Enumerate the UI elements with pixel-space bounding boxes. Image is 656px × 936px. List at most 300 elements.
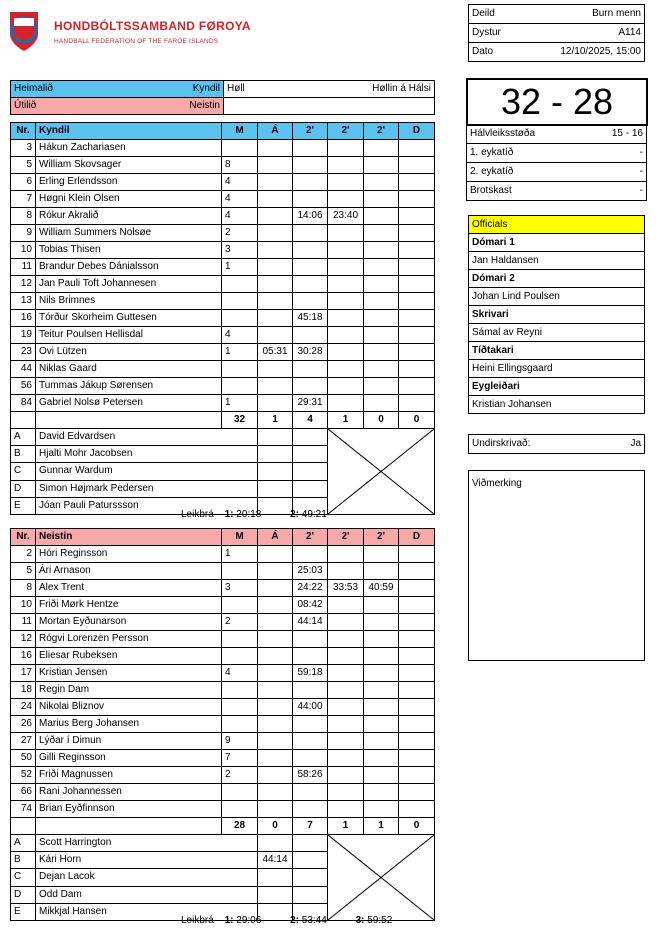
player-nr: 17 <box>11 665 36 682</box>
player-t3 <box>364 784 399 801</box>
player-t3 <box>364 767 399 784</box>
player-nr: 26 <box>11 716 36 733</box>
player-m <box>222 716 258 733</box>
player-name: Regin Dam <box>36 682 222 699</box>
player-row <box>11 191 435 208</box>
player-a <box>258 276 293 293</box>
player-a <box>258 546 293 563</box>
home-timeout-2-time: 49:21 <box>301 509 327 520</box>
player-row <box>11 784 435 801</box>
player-t3 <box>364 563 399 580</box>
player-d <box>399 784 435 801</box>
player-t2 <box>328 563 364 580</box>
player-t2 <box>328 648 364 665</box>
player-t2 <box>328 293 364 310</box>
staff-name: Mikkjal Hansen <box>36 903 258 920</box>
player-t1 <box>293 733 328 750</box>
player-t3 <box>364 225 399 242</box>
player-t3 <box>364 208 399 225</box>
away-timeout-3-time: 59:52 <box>367 915 393 926</box>
teams-table <box>10 80 435 115</box>
hsf-logo-icon <box>6 8 42 54</box>
player-d <box>399 395 435 412</box>
player-t1 <box>293 546 328 563</box>
official-name: Johan Lind Poulsen <box>469 288 645 306</box>
player-d <box>399 174 435 191</box>
player-row <box>11 242 435 259</box>
player-t1 <box>293 174 328 191</box>
player-d <box>399 648 435 665</box>
player-a <box>258 191 293 208</box>
player-nr: 10 <box>11 597 36 614</box>
total-d: 0 <box>399 412 435 429</box>
player-m: 1 <box>222 395 258 412</box>
dato-value: 12/10/2025, 15:00 <box>529 43 645 62</box>
player-t2 <box>328 259 364 276</box>
player-t2 <box>328 242 364 259</box>
player-nr: 19 <box>11 327 36 344</box>
org-name: HONDBÓLTSSAMBAND FØROYA <box>54 19 251 33</box>
player-name: Hóri Reginsson <box>36 546 222 563</box>
player-t3 <box>364 191 399 208</box>
player-nr: 18 <box>11 682 36 699</box>
player-name: William Skovsager <box>36 157 222 174</box>
player-row <box>11 157 435 174</box>
staff-cell <box>293 480 328 497</box>
staff-a <box>258 429 293 446</box>
player-m: 4 <box>222 665 258 682</box>
player-name: Ári Arnason <box>36 563 222 580</box>
player-d <box>399 597 435 614</box>
player-t1 <box>293 648 328 665</box>
player-d <box>399 631 435 648</box>
away-timeout-2-time: 53:44 <box>301 915 327 926</box>
player-d <box>399 140 435 157</box>
staff-name: Scott Harrington <box>36 835 258 852</box>
player-d <box>399 750 435 767</box>
player-a <box>258 767 293 784</box>
player-a <box>258 157 293 174</box>
player-name: Gilli Reginsson <box>36 750 222 767</box>
player-row <box>11 378 435 395</box>
player-nr: 16 <box>11 310 36 327</box>
staff-letter: D <box>11 480 36 497</box>
player-nr: 5 <box>11 563 36 580</box>
staff-name: Jóan Pauli Paturssson <box>36 497 258 514</box>
home-timeout-1-time: 20:18 <box>236 509 262 520</box>
player-d <box>399 310 435 327</box>
player-d <box>399 546 435 563</box>
player-a <box>258 631 293 648</box>
player-row <box>11 614 435 631</box>
staff-name: Gunnar Wardum <box>36 463 258 480</box>
player-nr: 10 <box>11 242 36 259</box>
player-t1: 59:18 <box>293 665 328 682</box>
player-nr: 8 <box>11 580 36 597</box>
player-row <box>11 344 435 361</box>
officials-title: Officials <box>469 216 645 234</box>
cross-icon <box>328 835 434 920</box>
staff-name: Odd Dam <box>36 886 258 903</box>
player-m <box>222 361 258 378</box>
player-m: 1 <box>222 546 258 563</box>
official-role: Eygleiðari <box>469 378 645 396</box>
home-team-cell <box>11 81 224 98</box>
player-name: Tobias Thisen <box>36 242 222 259</box>
pen-label: Brotskast <box>467 182 587 201</box>
player-nr: 24 <box>11 699 36 716</box>
col-a: Á <box>258 529 293 546</box>
player-t1 <box>293 716 328 733</box>
player-name: Rógvi Lorenzen Persson <box>36 631 222 648</box>
player-t3 <box>364 395 399 412</box>
player-name: Tórður Skorheim Guttesen <box>36 310 222 327</box>
official-name: Sámal av Reyni <box>469 324 645 342</box>
player-a: 05:31 <box>258 344 293 361</box>
player-nr: 56 <box>11 378 36 395</box>
player-name: Friði Magnussen <box>36 767 222 784</box>
player-row <box>11 546 435 563</box>
player-name: Rani Johannessen <box>36 784 222 801</box>
player-m <box>222 276 258 293</box>
player-a <box>258 378 293 395</box>
player-a <box>258 801 293 818</box>
player-t2 <box>328 767 364 784</box>
player-a <box>258 665 293 682</box>
away-timeout-1-num: 1: <box>224 915 234 926</box>
player-t1: 14:06 <box>293 208 328 225</box>
player-t3 <box>364 378 399 395</box>
col-t2: 2' <box>328 529 364 546</box>
player-m <box>222 293 258 310</box>
player-t1: 44:00 <box>293 699 328 716</box>
col-t1: 2' <box>293 529 328 546</box>
match-info-table <box>468 4 645 62</box>
staff-letter: A <box>11 429 36 446</box>
player-t3 <box>364 682 399 699</box>
player-nr: 13 <box>11 293 36 310</box>
player-row <box>11 259 435 276</box>
score-details-table <box>466 124 647 201</box>
player-m: 7 <box>222 750 258 767</box>
player-m <box>222 631 258 648</box>
player-row <box>11 597 435 614</box>
player-nr: 11 <box>11 259 36 276</box>
player-nr: 52 <box>11 767 36 784</box>
player-t2 <box>328 750 364 767</box>
total-t1: 7 <box>293 818 328 835</box>
player-nr: 12 <box>11 631 36 648</box>
player-t1: 45:18 <box>293 310 328 327</box>
col-t1: 2' <box>293 123 328 140</box>
player-d <box>399 767 435 784</box>
player-t2 <box>328 699 364 716</box>
col-t2: 2' <box>328 123 364 140</box>
player-t3 <box>364 310 399 327</box>
player-row <box>11 140 435 157</box>
player-name: William Summers Nolsøe <box>36 225 222 242</box>
player-d <box>399 293 435 310</box>
totals-row <box>11 412 435 429</box>
total-m: 32 <box>222 412 258 429</box>
player-m <box>222 648 258 665</box>
staff-cell <box>293 886 328 903</box>
official-role: Dómari 2 <box>469 270 645 288</box>
player-row <box>11 174 435 191</box>
player-t3 <box>364 157 399 174</box>
half-label: Hálvleiksstøða <box>467 125 587 144</box>
player-name: Lýðar í Dimun <box>36 733 222 750</box>
player-name: Brandur Debes Dánialsson <box>36 259 222 276</box>
pen-value: - <box>587 182 647 201</box>
player-m: 4 <box>222 208 258 225</box>
player-row <box>11 648 435 665</box>
player-t1 <box>293 140 328 157</box>
staff-row <box>11 835 435 852</box>
player-t2 <box>328 344 364 361</box>
ot2-value: - <box>587 163 647 182</box>
player-t3 <box>364 614 399 631</box>
player-d <box>399 276 435 293</box>
player-m: 9 <box>222 733 258 750</box>
signed-label: Undirskrivað: <box>469 435 589 454</box>
player-t1 <box>293 378 328 395</box>
player-m <box>222 801 258 818</box>
dato-label: Dato <box>469 43 529 62</box>
staff-letter: B <box>11 446 36 463</box>
staff-cell <box>293 835 328 852</box>
player-t1: 08:42 <box>293 597 328 614</box>
player-name: Gabriel Nolsø Petersen <box>36 395 222 412</box>
player-m: 4 <box>222 327 258 344</box>
away-timeout-2-num: 2: <box>290 915 299 926</box>
col-team-name: Neistin <box>36 529 222 546</box>
player-t1: 25:03 <box>293 563 328 580</box>
player-row <box>11 767 435 784</box>
player-nr: 5 <box>11 157 36 174</box>
col-nr: Nr. <box>11 123 36 140</box>
player-t1 <box>293 242 328 259</box>
player-t3 <box>364 344 399 361</box>
player-m <box>222 699 258 716</box>
player-t3 <box>364 733 399 750</box>
staff-a <box>258 463 293 480</box>
player-t2 <box>328 310 364 327</box>
heimalid-value: Kyndil <box>192 83 220 94</box>
official-role: Skrivari <box>469 306 645 324</box>
player-t3 <box>364 750 399 767</box>
player-t3 <box>364 276 399 293</box>
player-t3 <box>364 327 399 344</box>
player-row <box>11 361 435 378</box>
player-t2 <box>328 546 364 563</box>
staff-a <box>258 886 293 903</box>
staff-a <box>258 446 293 463</box>
player-nr: 12 <box>11 276 36 293</box>
col-d: D <box>399 123 435 140</box>
player-d <box>399 361 435 378</box>
player-name: Eliesar Rubeksen <box>36 648 222 665</box>
player-a <box>258 580 293 597</box>
officials-table <box>468 215 645 414</box>
col-a: Á <box>258 123 293 140</box>
home-timeouts <box>181 509 327 520</box>
player-t1 <box>293 361 328 378</box>
player-d <box>399 614 435 631</box>
player-m <box>222 378 258 395</box>
home-timeouts-label: Leikbrá <box>181 509 214 520</box>
player-t1 <box>293 750 328 767</box>
player-m: 3 <box>222 580 258 597</box>
staff-name: Simon Højmark Pedersen <box>36 480 258 497</box>
col-nr: Nr. <box>11 529 36 546</box>
player-t1 <box>293 784 328 801</box>
player-t3 <box>364 174 399 191</box>
player-row <box>11 208 435 225</box>
col-t3: 2' <box>364 529 399 546</box>
player-a <box>258 361 293 378</box>
staff-name: Hjalti Mohr Jacobsen <box>36 446 258 463</box>
player-d <box>399 242 435 259</box>
staff-name: David Edvardsen <box>36 429 258 446</box>
heimalid-label: Heimalið <box>14 83 53 94</box>
totals-row <box>11 818 435 835</box>
official-name: Kristian Johansen <box>469 396 645 414</box>
player-t3 <box>364 259 399 276</box>
player-t1: 44:14 <box>293 614 328 631</box>
player-t2 <box>328 327 364 344</box>
player-row <box>11 682 435 699</box>
official-role: Dómari 1 <box>469 234 645 252</box>
away-team-cell <box>11 98 224 115</box>
deild-label: Deild <box>469 5 529 24</box>
crossed-out-cell <box>328 835 435 921</box>
cross-icon <box>328 429 434 514</box>
totals-blank <box>11 818 36 835</box>
total-d: 0 <box>399 818 435 835</box>
player-name: Jan Pauli Toft Johannesen <box>36 276 222 293</box>
staff-row <box>11 429 435 446</box>
player-t1 <box>293 157 328 174</box>
player-name: Teitur Poulsen Hellisdal <box>36 327 222 344</box>
deild-value: Burn menn <box>529 5 645 24</box>
player-name: Høgni Klein Olsen <box>36 191 222 208</box>
player-t2 <box>328 597 364 614</box>
player-t1: 58:26 <box>293 767 328 784</box>
player-d <box>399 157 435 174</box>
holl-value: Høllin á Hálsi <box>372 83 431 94</box>
ot1-label: 1. eykatíð <box>467 144 587 163</box>
player-row <box>11 327 435 344</box>
player-t2 <box>328 631 364 648</box>
player-d <box>399 208 435 225</box>
player-t3 <box>364 648 399 665</box>
staff-letter: C <box>11 463 36 480</box>
player-t1: 29:31 <box>293 395 328 412</box>
player-a <box>258 597 293 614</box>
player-a <box>258 310 293 327</box>
player-d <box>399 191 435 208</box>
player-d <box>399 699 435 716</box>
player-t2 <box>328 276 364 293</box>
player-row <box>11 310 435 327</box>
staff-cell <box>293 852 328 869</box>
player-nr: 50 <box>11 750 36 767</box>
staff-cell <box>293 446 328 463</box>
player-a <box>258 716 293 733</box>
official-role: Tíðtakari <box>469 342 645 360</box>
player-t3 <box>364 597 399 614</box>
player-t3 <box>364 801 399 818</box>
player-t2: 33:53 <box>328 580 364 597</box>
player-nr: 16 <box>11 648 36 665</box>
col-d: D <box>399 529 435 546</box>
player-t2 <box>328 716 364 733</box>
player-t2 <box>328 191 364 208</box>
home-timeout-1-num: 1: <box>224 509 234 520</box>
player-a <box>258 750 293 767</box>
player-d <box>399 716 435 733</box>
player-t2 <box>328 614 364 631</box>
player-row <box>11 665 435 682</box>
player-name: Hákun Zachariasen <box>36 140 222 157</box>
official-name: Heini Ellingsgaard <box>469 360 645 378</box>
col-t3: 2' <box>364 123 399 140</box>
remarks-box <box>468 470 645 661</box>
player-name: Niklas Gaard <box>36 361 222 378</box>
player-m: 4 <box>222 174 258 191</box>
player-d <box>399 801 435 818</box>
player-t2 <box>328 784 364 801</box>
away-timeouts <box>181 915 392 926</box>
dystur-label: Dystur <box>469 24 529 43</box>
player-a <box>258 242 293 259</box>
player-m: 1 <box>222 259 258 276</box>
player-t1 <box>293 225 328 242</box>
player-nr: 9 <box>11 225 36 242</box>
staff-a <box>258 480 293 497</box>
staff-name: Dejan Lacok <box>36 869 258 886</box>
player-m: 2 <box>222 767 258 784</box>
player-t2 <box>328 174 364 191</box>
ot2-label: 2. eykatíð <box>467 163 587 182</box>
player-nr: 2 <box>11 546 36 563</box>
utilid-label: Útilið <box>14 100 37 111</box>
home-timeout-2-num: 2: <box>290 509 299 520</box>
player-nr: 6 <box>11 174 36 191</box>
player-t2 <box>328 140 364 157</box>
player-t1 <box>293 259 328 276</box>
player-t1: 30:28 <box>293 344 328 361</box>
player-row <box>11 276 435 293</box>
player-nr: 27 <box>11 733 36 750</box>
player-name: Erling Erlendsson <box>36 174 222 191</box>
col-team-name: Kyndil <box>36 123 222 140</box>
player-m: 1 <box>222 344 258 361</box>
player-row <box>11 225 435 242</box>
player-m: 4 <box>222 191 258 208</box>
player-nr: 44 <box>11 361 36 378</box>
total-a: 0 <box>258 818 293 835</box>
staff-name: Kári Horn <box>36 852 258 869</box>
player-d <box>399 327 435 344</box>
player-row <box>11 563 435 580</box>
player-t2 <box>328 682 364 699</box>
remarks-label: Viðmerking <box>472 478 522 489</box>
staff-letter: A <box>11 835 36 852</box>
staff-cell <box>293 429 328 446</box>
player-t3 <box>364 716 399 733</box>
